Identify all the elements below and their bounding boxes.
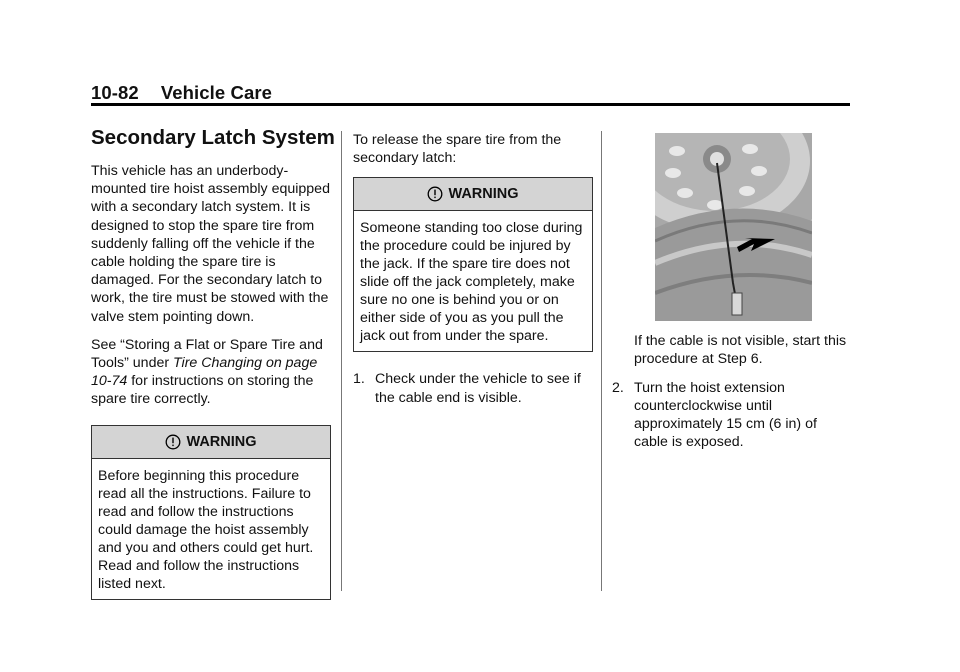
step-2 [612, 379, 850, 452]
warning-label: WARNING [448, 186, 519, 203]
step-number: 2. [612, 379, 624, 396]
warning-text: Before beginning this procedure read all the instructions. Failure to read and follow the instructions could damage the hoist assembly and you and others could get hurt. Read and follow the instructions listed next. [98, 467, 314, 592]
warning-label: WARNING [186, 433, 257, 450]
warning-icon [427, 186, 443, 202]
illustration-note: If the cable is not visible, start this procedure at Step 6. [634, 333, 847, 368]
column-right [612, 131, 850, 451]
section-heading: Secondary Latch System [91, 126, 335, 149]
reference-paragraph: See “Storing a Flat or Spare Tire and Tools” under Tire Changing on page 10-74 for instructions on storing the spare tire correctly. [91, 336, 323, 408]
warning-box-2 [353, 177, 593, 352]
page-number: 10-82 [91, 82, 139, 103]
section-title: Vehicle Care [160, 82, 273, 103]
procedure-intro: To release the spare tire from the secondary latch: [353, 132, 562, 167]
step-number: 1. [353, 371, 365, 388]
warning-header [354, 178, 592, 211]
warning-text: Someone standing too close during the procedure could be injured by the jack. If the spare tire does not slide off the jack completely, make sure no one is behind you or on either side of you as you pull the jack out from under the spare. [360, 220, 583, 345]
cross-reference-link[interactable]: Tire Changing on page 10-74 [91, 355, 318, 390]
column-divider-2 [601, 131, 602, 591]
warning-box-1 [91, 425, 331, 600]
intro-paragraph: This vehicle has an underbody-mounted tire hoist assembly equipped with a secondary latch system. It is designed to stop the spare tire from suddenly falling off the vehicle if the cable holding the spare tire is damaged. For the secondary latch to work, the tire must be stowed with the valve stem pointing down. [91, 163, 330, 325]
column-left [91, 126, 335, 618]
warning-icon [165, 434, 181, 450]
step-1 [353, 370, 593, 406]
page-header [91, 82, 272, 104]
step-text: Turn the hoist extension counterclockwise until approximately 15 cm (6 in) of cable is exposed. [634, 379, 817, 451]
step-text: Check under the vehicle to see if the cable end is visible. [375, 371, 581, 406]
column-middle [353, 131, 593, 407]
column-divider-1 [341, 131, 342, 591]
warning-header [92, 426, 330, 459]
spare-tire-cable-illustration [655, 133, 812, 321]
header-rule [91, 103, 850, 106]
